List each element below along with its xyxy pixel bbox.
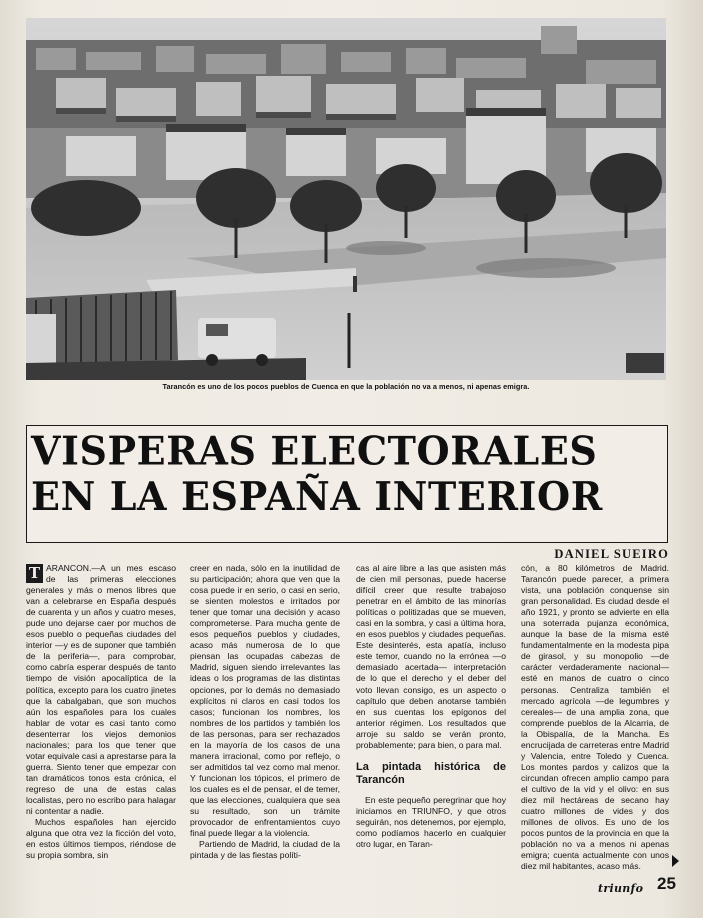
- article-column-3: [356, 563, 506, 873]
- article-paragraph: En este pequeño peregrinar que hoy iniciamos en TRIUNFO, y que otros seguirán, nos detenemos, por ejemplo, como podíamos hacerlo en cualquier otro lugar, en Taran-: [356, 794, 506, 849]
- town-photo-drawing: [26, 18, 666, 380]
- article-paragraph: cón, a 80 kilómetros de Madrid. Tarancón puede parecer, a primera vista, una población conquense sin gran personalidad. Es ciudad desde el año 1921, y pronto se advierte en ella una soterrada pujanza económica, aunque la base de la misma esté fundamentalmente en la modesta pipa de girasol, y su monopolio —de carácter verdaderamente nacional— esté en manos de cuatro o cinco personas. Centraliza también el mercado agrícola —de legumbres y cereales— de una amplia zona, que comprende pueblos de la Alcarria, de la Obispalía, de la Mancha. Es encrucijada de carreteras entre Madrid y Valencia, entre Toledo y Cuenca. Los montes pardos y calizos que la circundan ofrecen amplio campo para el cultivo de la vid y el olivo: en sus diez mil hectáreas de secano hay cuatro millones de vides y dos millones de olivos. Es uno de los pocos puntos de la provincia en que la población no va a menos ni apenas emigra; cuenta actualmente con unos diez mil habitantes, acaso más.: [521, 563, 669, 872]
- paragraph-text: ARANCON.—A un mes escaso de las primeras elecciones generales y más o menos libres que van a celebrarse en España después de cuarenta y un años y cuatro meses, pude uno dejarse caer por muchos de esos pueblo o pequeñas ciudades del interior —y es de suponer que también de la periferia—, para comprobar, como cabría esperar después de tanto tiempo de visión apocalíptica de la política, excepto para los cuatro jinetes que la cabalgaban, que son muchos aún los españoles para los cuales hablar de votar es casi tanto como desenterrar los viejos demonios nacionales; para los que tener que votar equivale casi a aprestarse para la guerra. Siento tener que empezar con tan dramáticos tonos esta crónica, el regreso de una de estas calas localistas, pero no escribo para halagar ni contentar a nadie.: [26, 563, 176, 817]
- photo-caption: Tarancón es uno de los pocos pueblos de Cuenca en que la población no va a menos, ni apenas emigra.: [162, 382, 530, 391]
- section-subhead: La pintada histórica de Tarancón: [356, 760, 506, 786]
- page-number: 25: [657, 874, 676, 893]
- drop-cap: T: [26, 564, 43, 583]
- article-paragraph: [26, 563, 176, 817]
- article-paragraph: Muchos españoles han ejercido alguna que otra vez la ficción del voto, en estos últimos tiempos, riéndose de su propia sombra, sin: [26, 817, 176, 861]
- article-paragraph: Partiendo de Madrid, la ciudad de la pintada y de las fiestas políti-: [190, 839, 340, 861]
- article-column-2: [190, 563, 340, 873]
- headline-box: [26, 425, 668, 543]
- continue-arrow-icon: [672, 855, 679, 867]
- footer-brand: triunfo: [598, 882, 644, 895]
- headline-line-1: VISPERAS ELECTORALES: [31, 427, 598, 474]
- article-paragraph: creer en nada, sólo en la inutilidad de su participación; ahora que ven que la cosa puede ir en serio, o casi en serio, se sienten molestos e irritados por tener que tomar una decisión y acaso comprometerse. Para mucha gente de esos pequeños pueblos y ciudades, acaso más numerosa de lo que piensan las ocupadas cabezas de Madrid, siguen siendo irrelevantes las ideas o los programas de las distintas opciones, por lo demás no demasiado explícitos ni claros en casi todos los casos; funcionan los nombres, los nombres de los partidos y también los de las personas, para ser rechazados en la mayoría de los casos de una manera irracional, como por reflejo, o ser admitidos tal vez como mal menor. Y funcionan los tópicos, el primero de los cuales es el de pensar, el de temer, que las elecciones, cualquiera que sea su resultado, son un trámite provocador de enfrentamientos cuyo final puede llegar a la violencia.: [190, 563, 340, 839]
- headline: [31, 429, 603, 520]
- article-column-4: [521, 563, 669, 873]
- article-paragraph: cas al aire libre a las que asisten más de cien mil personas, puede hacerse difícil creer que resulte trabajoso penetrar en el ámbito de las minorías políticas o politizadas que se mueven, casi en la sombra, y casi a última hora, en esos pueblos y ciudades pequeñas. Este desinterés, esta apatía, incluso este temor, cuando no la errónea —o demasiado acertada— interpretación de lo que el derecho y el deber del voto llevan consigo, es un aspecto o capítulo que deben anotarse también en sus cuentas los epígonos del anterior régimen. Los resultados que arroje su saldo se verán pronto, probablemente; para bien, o para mal.: [356, 563, 506, 750]
- article-column-1: [26, 563, 176, 873]
- town-photo: [26, 18, 666, 380]
- byline: DANIEL SUEIRO: [554, 547, 669, 561]
- headline-line-2: EN LA ESPAÑA INTERIOR: [31, 472, 603, 520]
